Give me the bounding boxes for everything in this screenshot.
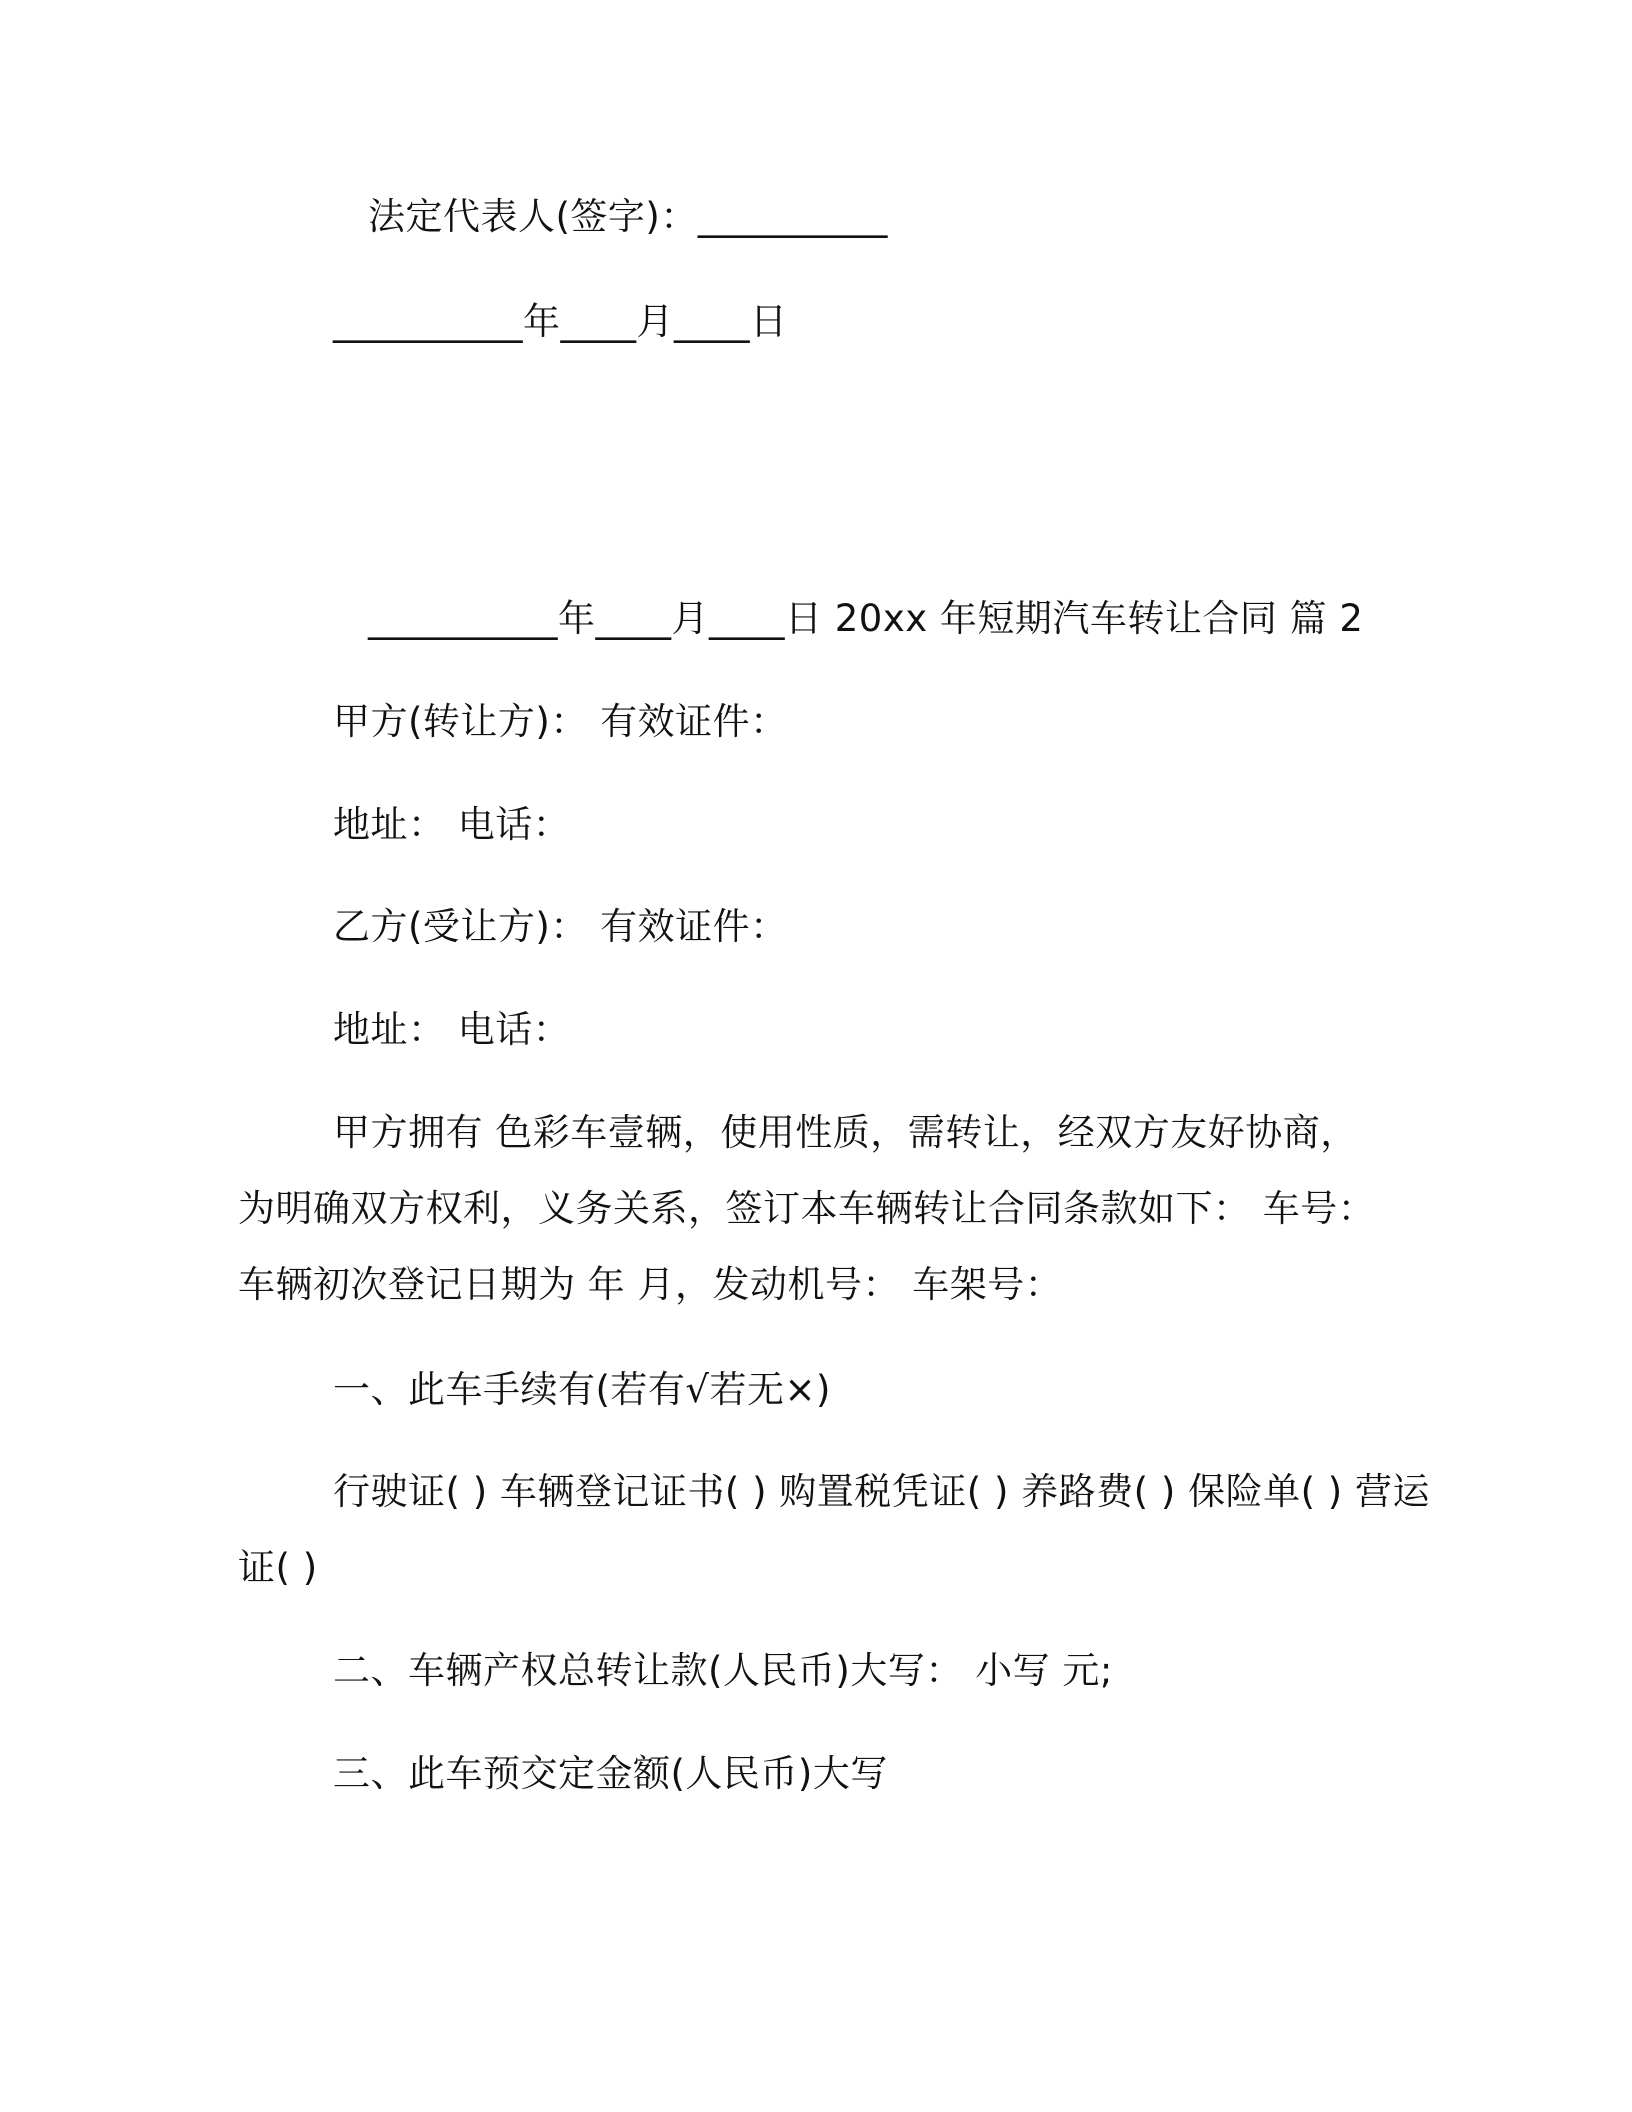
party-b-address-line: 地址： 电话： [333,1008,571,1051]
documents-list-line-2: 证( ) [238,1546,318,1589]
party-a-line: 甲方(转让方)： 有效证件： [333,700,788,743]
clause-3-line: 三、此车预交定金额(人民币)大写 [333,1752,888,1795]
party-a-address-line: 地址： 电话： [333,803,571,846]
signature-line: 法定代表人(签字)：__________ [368,195,888,238]
documents-list-line-1: 行驶证( ) 车辆登记证书( ) 购置税凭证( ) 养路费( ) 保险单( ) 营运 [333,1470,1430,1513]
party-b-line: 乙方(受让方)： 有效证件： [333,905,788,948]
intro-paragraph-line-2: 为明确双方权利，义务关系，签订本车辆转让合同条款如下： 车号： [238,1187,1376,1230]
contract-heading: __________年____月____日 20xx 年短期汽车转让合同 篇 2 [368,597,1364,640]
intro-paragraph-line-3: 车辆初次登记日期为 年 月，发动机号： 车架号： [238,1263,1063,1306]
clause-1-heading: 一、此车手续有(若有√若无×) [333,1368,831,1411]
clause-2-line: 二、车辆产权总转让款(人民币)大写： 小写 元; [333,1649,1113,1692]
date-line: __________年____月____日 [333,300,788,343]
intro-paragraph-line-1: 甲方拥有 色彩车壹辆，使用性质，需转让，经双方友好协商， [333,1111,1358,1154]
